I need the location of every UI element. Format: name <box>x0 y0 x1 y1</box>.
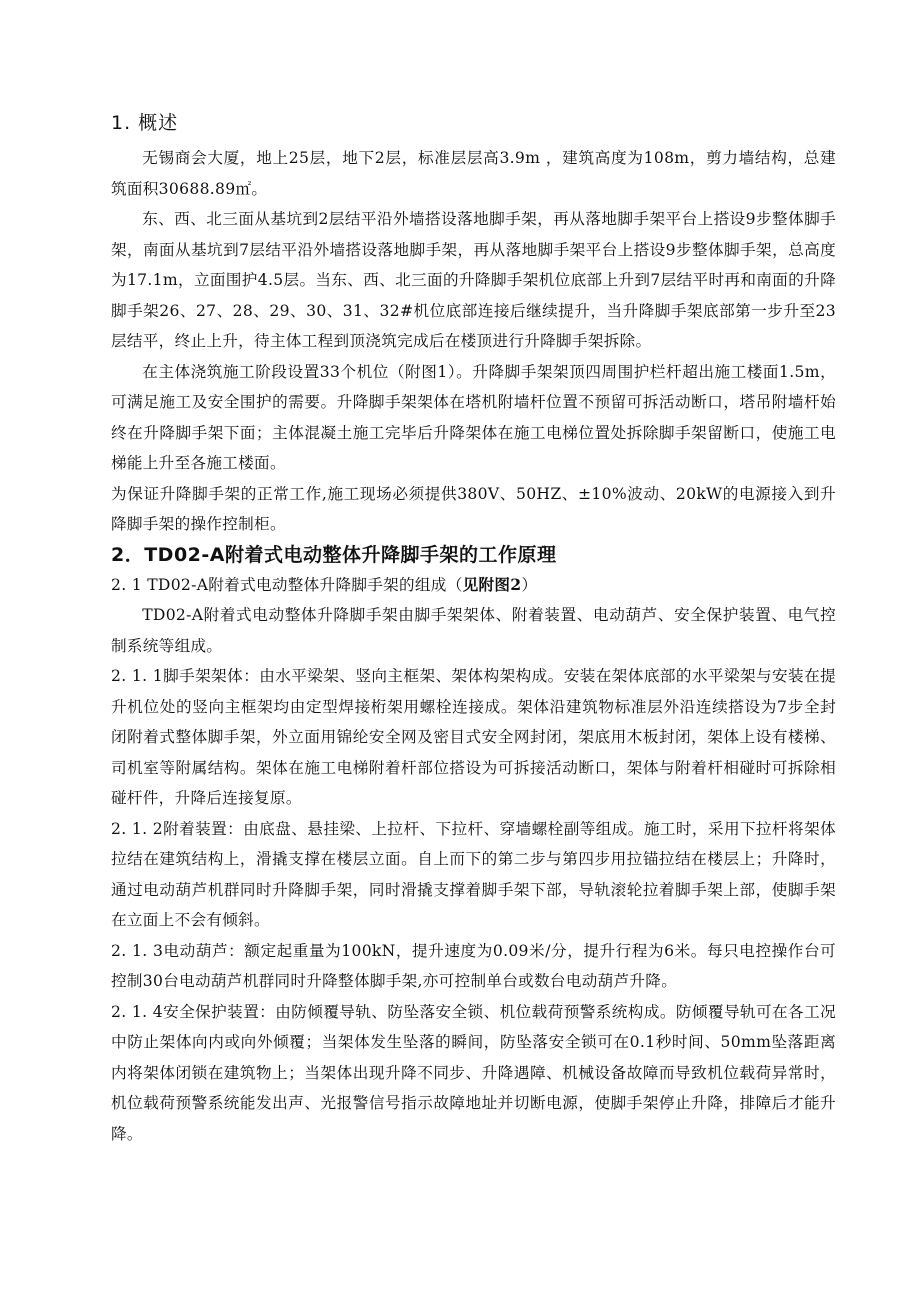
paragraph-overview-3: 在主体浇筑施工阶段设置33个机位（附图1）。升降脚手架架顶四周围护栏杆超出施工楼面1.5m，可满足施工及安全围护的需要。升降脚手架架体在塔机附墙杆位置不预留可拆活动断口，塔吊附墙杆始终在升降脚手架下面；主体混凝土施工完毕后升降架体在施工电梯位置处拆除脚手架留断口，使施工电梯能上升至各施工楼面。 <box>111 362 836 472</box>
paragraph-overview-1: 无锡商会大厦，地上25层，地下2层，标准层层高3.9m ，建筑高度为108m，剪力墙结构，总建筑面积30688.89㎡。 <box>111 149 836 198</box>
section-2-heading: 2．TD02-A附着式电动整体升降脚手架的工作原理 <box>111 543 557 566</box>
item-2-1-3: 2. 1. 3电动葫芦：额定起重量为100kN，提升速度为0.09米/分，提升行程为6米。每只电控操作台可控制30台电动葫芦机群同时升降整体脚手架,亦可控制单台或数台电动葫芦升降。 <box>111 941 836 990</box>
subsection-2-1-suffix: ） <box>521 575 538 594</box>
paragraph-power-note: 为保证升降脚手架的正常工作,施工现场必须提供380V、50HZ、±10%波动、20kW的电源接入到升降脚手架的操作控制柜。 <box>111 484 836 533</box>
subsection-2-1-figure-ref: 见附图2 <box>462 574 522 594</box>
item-2-1-2: 2. 1. 2附着装置：由底盘、悬挂梁、上拉杆、下拉杆、穿墙螺栓副等组成。施工时，采用下拉杆将架体拉结在建筑结构上，滑撬支撑在楼层立面。自上而下的第二步与第四步用拉锚拉结在楼层上；升降时，通过电动葫芦机群同时升降脚手架，同时滑撬支撑着脚手架下部，导轨滚轮拉着脚手架上部，使脚手架在立面上不会有倾斜。 <box>111 819 836 929</box>
paragraph-2-1-text: TD02-A附着式电动整体升降脚手架由脚手架架体、附着装置、电动葫芦、安全保护装置、电气控制系统等组成。 <box>111 606 836 655</box>
subsection-2-1-heading <box>111 570 836 601</box>
section-1-heading: 1. 概述 <box>111 112 179 134</box>
paragraph-overview-2: 东、西、北三面从基坑到2层结平沿外墙搭设落地脚手架，再从落地脚手架平台上搭设9步整体脚手架，南面从基坑到7层结平沿外墙搭设落地脚手架，再从落地脚手架平台上搭设9步整体脚手架，总高度为17.1m，立面围护4.5层。当东、西、北三面的升降脚手架机位底部上升到7层结平时再和南面的升降脚手架26、27、28、29、30、31、32#机位底部连接后继续提升，当升降脚手架底部第一步升至23层结平，终止上升，待主体工程到顶浇筑完成后在楼顶进行升降脚手架拆除。 <box>111 210 836 350</box>
item-2-1-4: 2. 1. 4安全保护装置：由防倾覆导轨、防坠落安全锁、机位载荷预警系统构成。防倾覆导轨可在各工况中防止架体向内或向外倾覆；当架体发生坠落的瞬间，防坠落安全锁可在0.1秒时间、50mm坠落距离内将架体闭锁在建筑物上；当架体出现升降不同步、升降遇障、机械设备故障而导致机位载荷异常时，机位载荷预警系统能发出声、光报警信号指示故障地址并切断电源，使脚手架停止升降，排障后才能升降。 <box>111 1002 836 1143</box>
item-2-1-1: 2. 1. 1脚手架架体：由水平梁架、竖向主框架、架体构架构成。安装在架体底部的水平梁架与安装在提升机位处的竖向主框架均由定型焊接桁架用螺栓连接成。架体沿建筑物标准层外沿连续搭设为7步全封闭附着式整体脚手架，外立面用锦纶安全网及密目式安全网封闭，架底用木板封闭，架体上设有楼梯、司机室等附属结构。架体在施工电梯附着杆部位搭设为可拆接活动断口，架体与附着杆相碰时可拆除相碰杆件，升降后连接复原。 <box>111 667 836 807</box>
subsection-2-1-prefix: 2. 1 TD02-A附着式电动整体升降脚手架的组成（ <box>111 575 463 594</box>
document-page <box>111 108 836 1149</box>
